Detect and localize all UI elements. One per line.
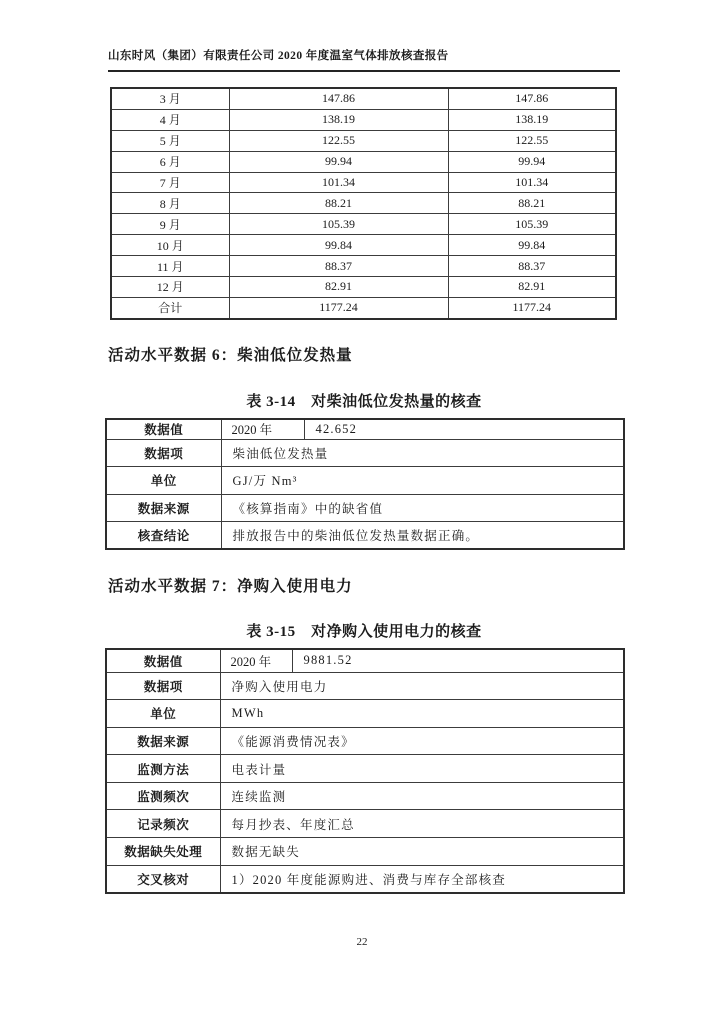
table-row <box>106 782 624 810</box>
row-label-cell: 单位 <box>106 467 221 495</box>
value-cell: 每月抄表、年度汇总 <box>220 810 624 838</box>
month-label-cell: 7 月 <box>111 172 229 193</box>
monthly-data-table <box>110 87 617 320</box>
row-label-cell: 单位 <box>106 700 220 728</box>
month-label-cell: 4 月 <box>111 109 229 130</box>
table-row <box>111 151 616 172</box>
verified-value-cell: 88.37 <box>448 256 616 277</box>
row-label-cell: 数据来源 <box>106 494 221 522</box>
table-row <box>106 755 624 783</box>
row-label-cell: 监测方法 <box>106 755 220 783</box>
row-label-cell: 数据值 <box>106 419 221 439</box>
value-cell: GJ/万 Nm³ <box>221 467 624 495</box>
month-label-cell: 3 月 <box>111 88 229 109</box>
table-row <box>106 522 624 550</box>
verified-value-cell: 138.19 <box>448 109 616 130</box>
month-label-cell: 8 月 <box>111 193 229 214</box>
table-row <box>106 838 624 866</box>
value-cell: 42.652 <box>304 419 624 439</box>
row-label-cell: 数据项 <box>106 672 220 700</box>
reported-value-cell: 105.39 <box>229 214 448 235</box>
table-row <box>111 88 616 109</box>
row-label-cell: 数据缺失处理 <box>106 838 220 866</box>
value-cell: 《核算指南》中的缺省值 <box>221 494 624 522</box>
reported-value-cell: 88.21 <box>229 193 448 214</box>
table-3-14-caption: 表 3-14 对柴油低位发热量的核查 <box>246 394 482 410</box>
row-label-cell: 数据来源 <box>106 727 220 755</box>
row-label-cell: 核查结论 <box>106 522 221 550</box>
verified-value-cell: 99.94 <box>448 151 616 172</box>
table-row <box>111 235 616 256</box>
table-row <box>111 109 616 130</box>
report-header-title: 山东时风（集团）有限责任公司 2020 年度温室气体排放核查报告 <box>108 50 449 62</box>
row-label-cell: 监测频次 <box>106 782 220 810</box>
row-label-cell: 交叉核对 <box>106 865 220 893</box>
month-label-cell: 12 月 <box>111 277 229 298</box>
year-cell: 2020 年 <box>221 419 304 439</box>
value-cell: 9881.52 <box>292 649 624 672</box>
value-cell: 排放报告中的柴油低位发热量数据正确。 <box>221 522 624 550</box>
value-cell: 净购入使用电力 <box>220 672 624 700</box>
table-3-15-verification <box>105 648 625 894</box>
month-label-cell: 6 月 <box>111 151 229 172</box>
verified-value-cell: 101.34 <box>448 172 616 193</box>
table-row <box>106 865 624 893</box>
report-header <box>108 47 620 72</box>
table-row-total <box>111 297 616 318</box>
value-cell: 数据无缺失 <box>220 838 624 866</box>
row-label-cell: 数据值 <box>106 649 220 672</box>
month-label-cell: 9 月 <box>111 214 229 235</box>
table-3-15-caption: 表 3-15 对净购入使用电力的核查 <box>246 624 482 640</box>
reported-value-cell: 147.86 <box>229 88 448 109</box>
section-heading-activity-data-6: 活动水平数据 6：柴油低位发热量 <box>108 347 353 364</box>
table-row <box>111 256 616 277</box>
verified-value-cell: 88.21 <box>448 193 616 214</box>
value-cell: 电表计量 <box>220 755 624 783</box>
table-row <box>106 439 624 467</box>
table-row <box>111 193 616 214</box>
page-number: 22 <box>356 936 368 948</box>
table-row <box>111 214 616 235</box>
section-heading-activity-data-7: 活动水平数据 7：净购入使用电力 <box>108 578 353 595</box>
table-row <box>106 649 624 672</box>
table-row <box>111 172 616 193</box>
reported-value-cell: 82.91 <box>229 277 448 298</box>
month-label-cell: 合计 <box>111 297 229 318</box>
month-label-cell: 10 月 <box>111 235 229 256</box>
year-cell: 2020 年 <box>220 649 292 672</box>
value-cell: MWh <box>220 700 624 728</box>
table-row <box>106 494 624 522</box>
table-row <box>106 467 624 495</box>
month-label-cell: 5 月 <box>111 130 229 151</box>
table-row <box>106 810 624 838</box>
value-cell: 柴油低位发热量 <box>221 439 624 467</box>
table-row <box>106 727 624 755</box>
table-row <box>111 130 616 151</box>
verified-value-cell: 99.84 <box>448 235 616 256</box>
verified-value-cell: 122.55 <box>448 130 616 151</box>
table-row <box>111 277 616 298</box>
reported-value-cell: 99.84 <box>229 235 448 256</box>
reported-value-cell: 1177.24 <box>229 297 448 318</box>
table-3-14-verification <box>105 418 625 550</box>
table-row <box>106 672 624 700</box>
reported-value-cell: 99.94 <box>229 151 448 172</box>
row-label-cell: 数据项 <box>106 439 221 467</box>
verified-value-cell: 105.39 <box>448 214 616 235</box>
value-cell: 连续监测 <box>220 782 624 810</box>
value-cell: 《能源消费情况表》 <box>220 727 624 755</box>
verified-value-cell: 147.86 <box>448 88 616 109</box>
month-label-cell: 11 月 <box>111 256 229 277</box>
reported-value-cell: 138.19 <box>229 109 448 130</box>
reported-value-cell: 101.34 <box>229 172 448 193</box>
verified-value-cell: 1177.24 <box>448 297 616 318</box>
table-row <box>106 419 624 439</box>
reported-value-cell: 88.37 <box>229 256 448 277</box>
value-cell: 1）2020 年度能源购进、消费与库存全部核查 <box>220 865 624 893</box>
table-row <box>106 700 624 728</box>
verified-value-cell: 82.91 <box>448 277 616 298</box>
row-label-cell: 记录频次 <box>106 810 220 838</box>
reported-value-cell: 122.55 <box>229 130 448 151</box>
